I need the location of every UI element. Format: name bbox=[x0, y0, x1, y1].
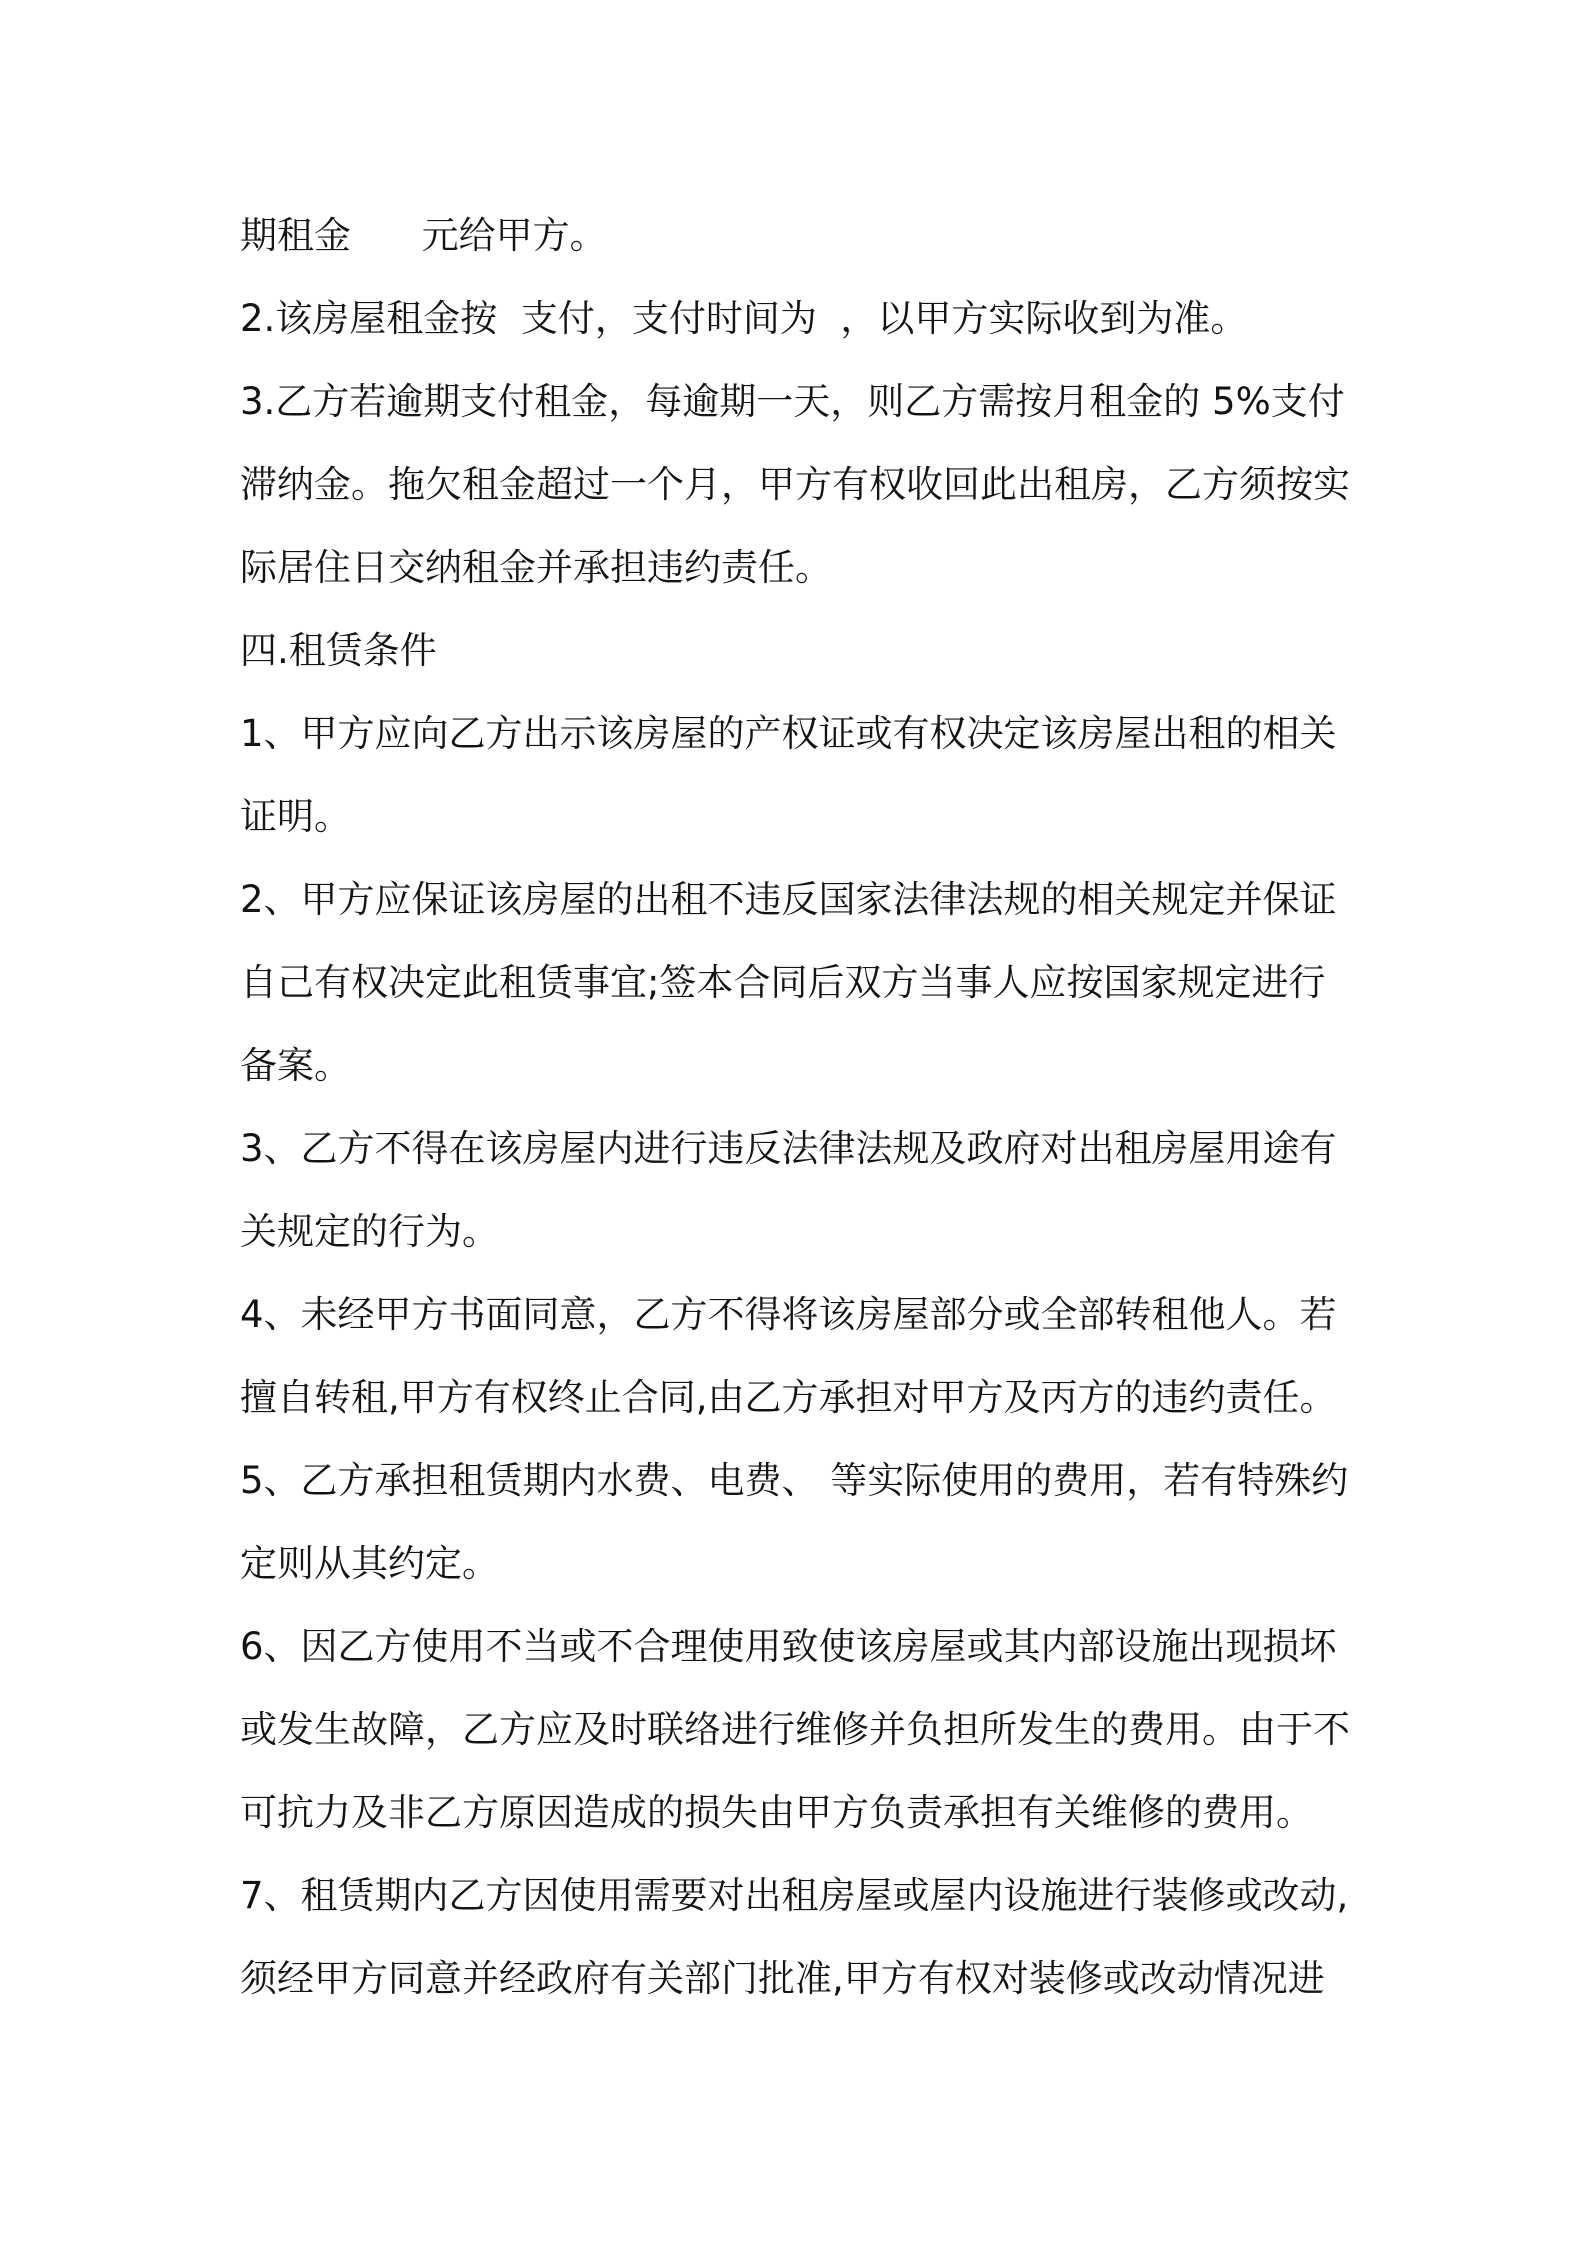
text-line: 证明。 bbox=[240, 795, 351, 838]
text-line: 6、因乙方使用不当或不合理使用致使该房屋或其内部设施出现损坏 bbox=[240, 1625, 1337, 1668]
text-line: 1、甲方应向乙方出示该房屋的产权证或有权决定该房屋出租的相关 bbox=[240, 712, 1337, 755]
text-line: 关规定的行为。 bbox=[240, 1210, 499, 1253]
text-line: 备案。 bbox=[240, 1044, 351, 1087]
text-line: 2.该房屋租金按 支付，支付时间为 ，以甲方实际收到为准。 bbox=[240, 297, 1248, 340]
text-line: 可抗力及非乙方原因造成的损失由甲方负责承担有关维修的费用。 bbox=[240, 1791, 1313, 1834]
text-line: 擅自转租,甲方有权终止合同,由乙方承担对甲方及丙方的违约责任。 bbox=[240, 1376, 1337, 1419]
text-line: 5、乙方承担租赁期内水费、电费、 等实际使用的费用，若有特殊约 bbox=[240, 1459, 1349, 1502]
text-line: 4、未经甲方书面同意，乙方不得将该房屋部分或全部转租他人。若 bbox=[240, 1293, 1337, 1336]
text-line: 或发生故障，乙方应及时联络进行维修并负担所发生的费用。由于不 bbox=[240, 1708, 1350, 1751]
text-line: 期租金 元给甲方。 bbox=[240, 214, 607, 257]
text-line: 自己有权决定此租赁事宜;签本合同后双方当事人应按国家规定进行 bbox=[240, 961, 1326, 1004]
text-line: 7、租赁期内乙方因使用需要对出租房屋或屋内设施进行装修或改动, bbox=[240, 1874, 1349, 1917]
document-body bbox=[240, 194, 1366, 2020]
text-line: 定则从其约定。 bbox=[240, 1542, 499, 1585]
text-line: 际居住日交纳租金并承担违约责任。 bbox=[240, 546, 832, 589]
text-line: 3.乙方若逾期支付租金，每逾期一天，则乙方需按月租金的 5%支付 bbox=[240, 380, 1345, 423]
section-heading: 四.租赁条件 bbox=[240, 629, 437, 672]
text-line: 2、甲方应保证该房屋的出租不违反国家法律法规的相关规定并保证 bbox=[240, 878, 1337, 921]
text-line: 3、乙方不得在该房屋内进行违反法律法规及政府对出租房屋用途有 bbox=[240, 1127, 1337, 1170]
text-line: 滞纳金。拖欠租金超过一个月，甲方有权收回此出租房，乙方须按实 bbox=[240, 463, 1350, 506]
text-line: 须经甲方同意并经政府有关部门批准,甲方有权对装修或改动情况进 bbox=[240, 1957, 1325, 2000]
